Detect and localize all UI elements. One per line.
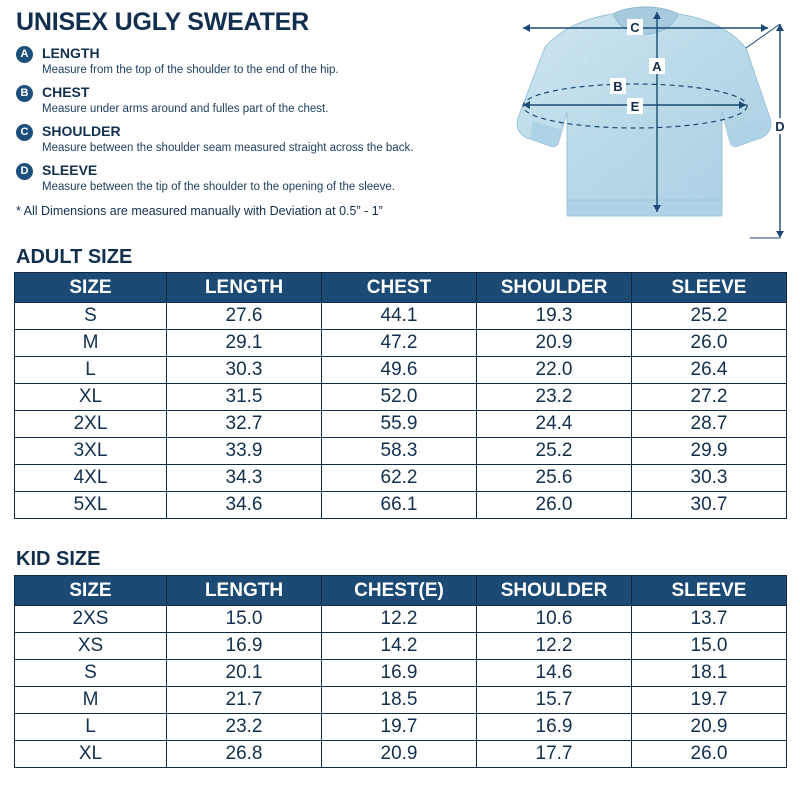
cell-length: 31.5: [167, 384, 322, 411]
legend-label-length: LENGTH: [42, 45, 100, 61]
table-row: [15, 438, 787, 465]
adult-col-length: LENGTH: [167, 273, 322, 303]
cell-chest: 55.9: [322, 411, 477, 438]
kid-col-sleeve: SLEEVE: [632, 576, 787, 606]
cell-length: 16.9: [167, 633, 322, 660]
cell-sleeve: 15.0: [632, 633, 787, 660]
cell-chest: 44.1: [322, 303, 477, 330]
adult-col-chest: CHEST: [322, 273, 477, 303]
legend-desc-length: Measure from the top of the shoulder to the end of the hip.: [42, 64, 339, 76]
kid-col-chest: CHEST(E): [322, 576, 477, 606]
legend-desc-shoulder: Measure between the shoulder seam measured straight across the back.: [42, 142, 414, 154]
cell-shoulder: 14.6: [477, 660, 632, 687]
cell-size: 3XL: [15, 438, 167, 465]
cell-sleeve: 30.7: [632, 492, 787, 519]
sweater-shape: [517, 7, 771, 216]
adult-size-table: [14, 272, 787, 519]
legend-label-sleeve: SLEEVE: [42, 162, 98, 178]
adult-col-size: SIZE: [15, 273, 167, 303]
legend-item-chest: [16, 84, 456, 116]
cell-length: 33.9: [167, 438, 322, 465]
cell-chest: 47.2: [322, 330, 477, 357]
cell-sleeve: 20.9: [632, 714, 787, 741]
cell-length: 20.1: [167, 660, 322, 687]
cell-chest: 58.3: [322, 438, 477, 465]
table-row: [15, 411, 787, 438]
cell-shoulder: 25.6: [477, 465, 632, 492]
cell-size: S: [15, 303, 167, 330]
cell-chest: 49.6: [322, 357, 477, 384]
badge-c-icon: C: [16, 124, 33, 141]
cell-sleeve: 26.4: [632, 357, 787, 384]
cell-length: 34.6: [167, 492, 322, 519]
cell-length: 21.7: [167, 687, 322, 714]
table-row: [15, 303, 787, 330]
badge-d-icon: D: [16, 163, 33, 180]
cell-sleeve: 30.3: [632, 465, 787, 492]
cell-sleeve: 27.2: [632, 384, 787, 411]
cell-chest: 14.2: [322, 633, 477, 660]
table-row: [15, 357, 787, 384]
cell-chest: 20.9: [322, 741, 477, 768]
table-header-row: [15, 576, 787, 606]
legend-item-shoulder: [16, 123, 456, 155]
cell-sleeve: 13.7: [632, 606, 787, 633]
table-header-row: [15, 273, 787, 303]
cell-shoulder: 19.3: [477, 303, 632, 330]
cell-shoulder: 12.2: [477, 633, 632, 660]
cell-length: 32.7: [167, 411, 322, 438]
cell-sleeve: 28.7: [632, 411, 787, 438]
marker-e-label: E: [630, 99, 640, 114]
kid-col-length: LENGTH: [167, 576, 322, 606]
marker-c-label: C: [630, 20, 640, 35]
page-title: UNISEX UGLY SWEATER: [16, 8, 310, 36]
badge-a-icon: A: [16, 46, 33, 63]
table-row: [15, 465, 787, 492]
cell-size: L: [15, 357, 167, 384]
table-row: [15, 660, 787, 687]
cell-size: XL: [15, 741, 167, 768]
cell-size: XS: [15, 633, 167, 660]
badge-b-icon: B: [16, 85, 33, 102]
cell-shoulder: 24.4: [477, 411, 632, 438]
adult-size-title: ADULT SIZE: [16, 246, 133, 268]
cell-shoulder: 23.2: [477, 384, 632, 411]
kid-size-title: KID SIZE: [16, 548, 101, 570]
cell-size: XL: [15, 384, 167, 411]
cell-length: 27.6: [167, 303, 322, 330]
kid-col-size: SIZE: [15, 576, 167, 606]
cell-chest: 52.0: [322, 384, 477, 411]
cell-size: L: [15, 714, 167, 741]
cell-shoulder: 17.7: [477, 741, 632, 768]
marker-b-label: B: [613, 79, 623, 94]
legend-desc-chest: Measure under arms around and fulles part of the chest.: [42, 103, 329, 115]
table-row: [15, 687, 787, 714]
cell-length: 29.1: [167, 330, 322, 357]
table-row: [15, 633, 787, 660]
cell-shoulder: 22.0: [477, 357, 632, 384]
cell-sleeve: 26.0: [632, 741, 787, 768]
table-row: [15, 741, 787, 768]
cell-shoulder: 20.9: [477, 330, 632, 357]
table-row: [15, 714, 787, 741]
adult-col-shoulder: SHOULDER: [477, 273, 632, 303]
deviation-note: * All Dimensions are measured manually with Deviation at 0.5” - 1”: [16, 204, 383, 218]
table-row: [15, 492, 787, 519]
cell-size: 2XL: [15, 411, 167, 438]
cell-chest: 12.2: [322, 606, 477, 633]
cell-length: 26.8: [167, 741, 322, 768]
header-block: [16, 8, 456, 218]
sweater-diagram-svg: [450, 0, 800, 258]
kid-col-shoulder: SHOULDER: [477, 576, 632, 606]
table-row: [15, 606, 787, 633]
cell-sleeve: 18.1: [632, 660, 787, 687]
cell-chest: 16.9: [322, 660, 477, 687]
marker-a-label: A: [652, 59, 662, 74]
cell-length: 15.0: [167, 606, 322, 633]
cell-size: 5XL: [15, 492, 167, 519]
cell-size: S: [15, 660, 167, 687]
cell-shoulder: 16.9: [477, 714, 632, 741]
legend-item-sleeve: [16, 162, 456, 194]
cell-length: 23.2: [167, 714, 322, 741]
cell-chest: 19.7: [322, 714, 477, 741]
kid-size-table: [14, 575, 787, 768]
cell-shoulder: 15.7: [477, 687, 632, 714]
sweater-illustration: [450, 0, 800, 258]
cell-sleeve: 25.2: [632, 303, 787, 330]
cell-length: 30.3: [167, 357, 322, 384]
cell-sleeve: 26.0: [632, 330, 787, 357]
table-row: [15, 384, 787, 411]
cell-size: 4XL: [15, 465, 167, 492]
cell-shoulder: 10.6: [477, 606, 632, 633]
cell-size: 2XS: [15, 606, 167, 633]
cell-chest: 66.1: [322, 492, 477, 519]
adult-col-sleeve: SLEEVE: [632, 273, 787, 303]
cell-length: 34.3: [167, 465, 322, 492]
cell-shoulder: 26.0: [477, 492, 632, 519]
cell-size: M: [15, 330, 167, 357]
cell-chest: 18.5: [322, 687, 477, 714]
cell-chest: 62.2: [322, 465, 477, 492]
cell-size: M: [15, 687, 167, 714]
legend-desc-sleeve: Measure between the tip of the shoulder to the opening of the sleeve.: [42, 181, 395, 193]
legend-item-length: [16, 45, 456, 77]
legend-label-shoulder: SHOULDER: [42, 123, 121, 139]
legend-label-chest: CHEST: [42, 84, 90, 100]
marker-d-label: D: [775, 119, 785, 134]
table-row: [15, 330, 787, 357]
cell-sleeve: 29.9: [632, 438, 787, 465]
cell-sleeve: 19.7: [632, 687, 787, 714]
cell-shoulder: 25.2: [477, 438, 632, 465]
